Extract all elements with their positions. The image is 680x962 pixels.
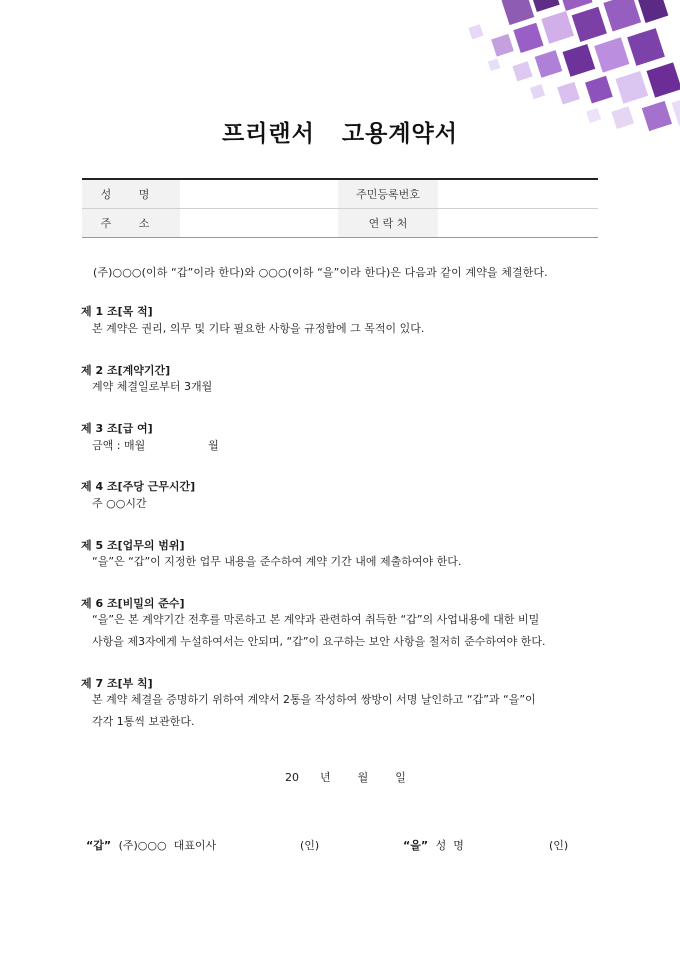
article-2-body — [92, 376, 602, 398]
article-3-heading: 제 3 조[급 여] — [81, 422, 153, 435]
id-number-label: 주민등록번호 — [338, 179, 438, 208]
info-row-address — [82, 208, 598, 237]
party-a-seal[interactable]: (인) — [300, 839, 320, 852]
date-day: 일 — [395, 771, 406, 784]
article-5-body — [92, 551, 602, 573]
article-2-heading: 제 2 조[계약기간] — [81, 364, 171, 377]
decorative-squares-svg — [380, 0, 680, 190]
article-5-heading: 제 5 조[업무의 범위] — [81, 539, 185, 552]
intro-paragraph: (주)○○○(이하 “갑”이라 한다)와 ○○○(이하 “을”이라 한다)은 다음과 같이 계약을 체결한다. — [93, 266, 548, 279]
contact-field[interactable] — [438, 208, 598, 237]
article-6-line-2: 사항을 제3자에게 누설하여서는 안되며, “갑”이 요구하는 보안 사항을 철저히 준수하여야 한다. — [92, 635, 546, 648]
name-label: 성 명 — [82, 179, 180, 208]
party-info-table — [82, 178, 598, 238]
date-month: 월 — [357, 771, 369, 784]
article-1-line: 본 계약은 권리, 의무 및 기타 필요한 사항을 규정함에 그 목적이 있다. — [92, 322, 425, 335]
article-4-line: 주 ○○시간 — [92, 497, 147, 510]
article-1-heading: 제 1 조[목 적] — [81, 305, 153, 318]
party-b-seal[interactable]: (인) — [549, 839, 569, 852]
decorative-purple-squares — [380, 0, 680, 190]
article-7-line-1: 본 계약 체결을 증명하기 위하여 계약서 2통을 작성하여 쌍방이 서명 날인하고 “갑”과 “을”이 — [92, 693, 536, 706]
party-a-signature — [86, 837, 216, 853]
party-b-signature — [403, 837, 464, 853]
party-b-name: 성 명 — [435, 839, 464, 852]
article-7-heading: 제 7 조[부 칙] — [81, 677, 153, 690]
article-4-heading: 제 4 조[주당 근무시간] — [81, 480, 196, 493]
contact-label: 연 락 처 — [338, 208, 438, 237]
contract-date — [285, 769, 406, 785]
address-label: 주 소 — [82, 208, 180, 237]
party-a-name: (주)○○○ 대표이사 — [118, 839, 217, 852]
article-6-heading: 제 6 조[비밀의 준수] — [81, 597, 185, 610]
article-7-body — [92, 689, 602, 733]
date-year: 년 — [320, 771, 331, 784]
party-b-label: “을” — [403, 839, 429, 852]
article-5-line: “을”은 “갑”이 지정한 업무 내용을 준수하여 계약 기간 내에 제출하여야 한다. — [92, 555, 462, 568]
name-field[interactable] — [180, 179, 338, 208]
article-3-line: 금액 : 매월 월 — [92, 439, 219, 452]
document-title: 프리랜서 고용계약서 — [222, 121, 458, 147]
address-field[interactable] — [180, 208, 338, 237]
party-a-label: “갑” — [86, 839, 112, 852]
article-4-body — [92, 493, 602, 515]
article-6-line-1: “을”은 본 계약기간 전후를 막론하고 본 계약과 관련하여 취득한 “갑”의 사업내용에 대한 비밀 — [92, 613, 540, 626]
info-row-name — [82, 179, 598, 208]
article-6-body — [92, 609, 602, 653]
article-2-line: 계약 체결일로부터 3개월 — [92, 380, 213, 393]
date-year-prefix: 20 — [285, 771, 299, 784]
id-number-field[interactable] — [438, 179, 598, 208]
article-1-body — [92, 318, 602, 340]
article-7-line-2: 각각 1통씩 보관한다. — [92, 715, 195, 728]
article-3-body — [92, 435, 602, 457]
